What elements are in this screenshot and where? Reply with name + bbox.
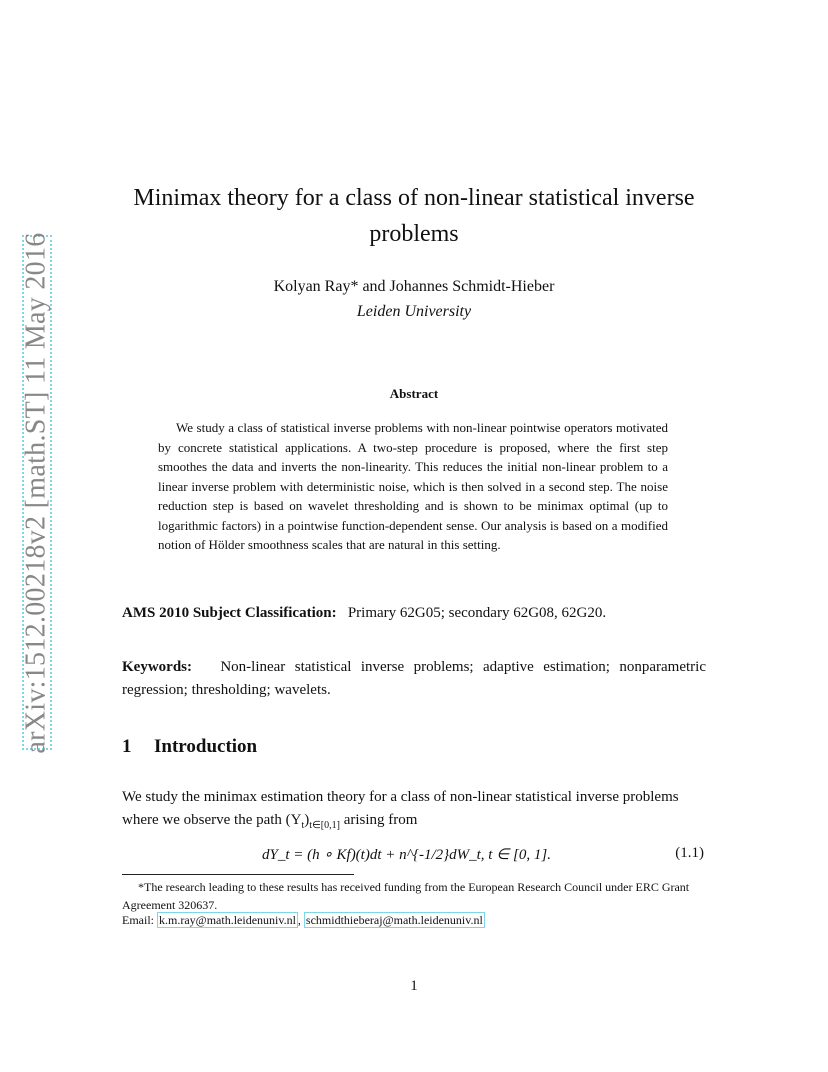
email-line: Email: k.m.ray@math.leidenuniv.nl , schmidthieberaj@math.leidenuniv.nl <box>122 913 483 927</box>
section-number: 1 <box>122 736 132 757</box>
equation-formula: dY_t = (h ∘ Kf)(t)dt + n^{-1/2}dW_t, t ∈ [0, 1]. <box>262 847 551 863</box>
ams-classification <box>122 605 706 622</box>
intro-text-b: arising from <box>339 812 418 828</box>
equation-number: (1.1) <box>675 845 704 861</box>
section-title: Introduction <box>154 736 258 757</box>
keywords-label: Keywords: <box>122 659 192 675</box>
intro-paragraph: We study the minimax estimation theory for a class of non-linear statistical inverse problems where we observe the path $(Y_t)_{t\in[0,1]}$ arising from <box>122 789 679 831</box>
paper-title <box>122 180 706 252</box>
affiliation: Leiden University <box>356 303 472 320</box>
equation-1-1 <box>122 845 706 867</box>
email-label: Email: <box>122 913 154 927</box>
abstract-text: We study a class of statistical inverse problems with non-linear pointwise operators motivated by concrete statistical applications. A two-step procedure is proposed, where the first step smoothes the data and inverts the non-linearity. This reduces the initial non-linear problem to a linear inverse problem with deterministic noise, which is then solved in a second step. The noise reduction step is based on wavelet thresholding and is shown to be minimax optimal (up to logarithmic factors) in a pointwise function-dependent sense. Our analysis is based on a modified notion of Hölder smoothness scales that are natural in this setting. <box>158 420 668 552</box>
arxiv-stamp <box>21 231 53 754</box>
keywords <box>122 656 706 702</box>
authors: Kolyan Ray* and Johannes Schmidt-Hieber <box>273 278 555 295</box>
keywords-text: Non-linear statistical inverse problems; adaptive estimation; nonparametric regression; thresholding; wavelets. <box>122 659 706 698</box>
abstract-heading: Abstract <box>389 386 439 401</box>
title-line-2: problems <box>369 221 459 247</box>
footnote-rule <box>122 874 354 875</box>
title-line-1: Minimax theory for a class of non-linear statistical inverse <box>133 185 695 211</box>
email-link-schmidt-hieber[interactable]: schmidthieberaj@math.leidenuniv.nl <box>305 913 483 927</box>
arxiv-stamp-text: arXiv:1512.00218v2 [math.ST] 11 May 2016 <box>21 231 53 754</box>
section-heading <box>122 736 257 758</box>
ams-label: AMS 2010 Subject Classification: <box>122 605 337 621</box>
page-number: 1 <box>410 978 418 994</box>
intro-sub: t <box>301 820 305 831</box>
email-link-ray[interactable]: k.m.ray@math.leidenuniv.nl <box>159 913 296 927</box>
ams-text: Primary 62G05; secondary 62G08, 62G20. <box>347 605 607 621</box>
intro-text-a: We study the minimax estimation theory for a class of non-linear statistical inverse problems where we observe the path (Y <box>122 789 679 828</box>
intro-sub-range: t∈[0,1] <box>309 820 340 831</box>
footnote: *The research leading to these results has received funding from the European Research Council under ERC Grant Agreement 320637. <box>122 880 690 912</box>
